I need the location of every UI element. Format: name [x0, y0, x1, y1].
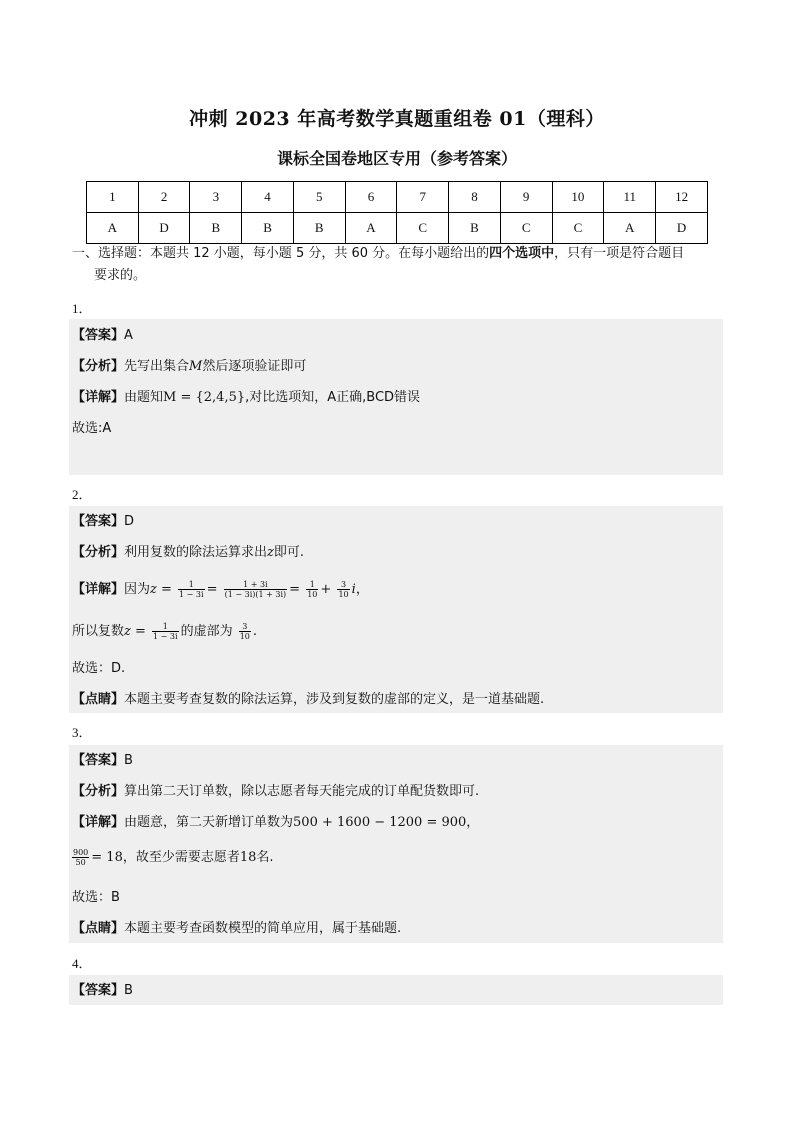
detail-line — [72, 814, 479, 832]
answer-value: D — [124, 514, 135, 529]
choice-line: 故选：D. — [72, 661, 126, 676]
answer-table-cell: 3 — [190, 182, 242, 213]
choice-line: 故选:A — [72, 421, 112, 436]
fraction — [306, 580, 318, 599]
answer-tag: 【答案】 — [72, 514, 125, 529]
page-title: 冲刺 2023 年高考数学真题重组卷 01（理科） — [189, 108, 605, 130]
fraction-denominator: 10 — [239, 632, 250, 641]
answer-table-cell: 12 — [656, 182, 708, 213]
fraction-numerator: 1 — [306, 580, 318, 590]
comment-line — [72, 920, 401, 938]
detail-text: ，故至少需要志愿者 — [122, 850, 240, 865]
instructions-emphasis: 四个选项中 — [489, 246, 555, 261]
fraction — [337, 580, 349, 599]
comment-text: 本题主要考查复数的除法运算，涉及到复数的虚部的定义，是一道基础题. — [124, 692, 545, 707]
detail-tag: 【详解】 — [72, 582, 125, 597]
answer-table-cell: D — [138, 213, 190, 244]
answer-table-cell: B — [242, 213, 294, 244]
detail-math: 500 + 1600 − 1200 = 900 — [293, 815, 467, 830]
fraction-numerator: 3 — [337, 580, 349, 590]
analysis-tag: 【分析】 — [72, 545, 125, 560]
answer-table-cell: 6 — [345, 182, 397, 213]
solution-block — [69, 975, 723, 1005]
fraction — [72, 848, 89, 867]
comment-text: 本题主要考查函数模型的简单应用，属于基础题. — [124, 921, 402, 936]
answer-table-cell: 4 — [242, 182, 294, 213]
answer-table-cell: C — [552, 213, 604, 244]
answer-table-cell: B — [449, 213, 501, 244]
comment-tag: 【点睛】 — [72, 921, 125, 936]
analysis-text: 然后逐项验证即可 — [202, 359, 307, 374]
solution-block — [69, 506, 723, 713]
answer-table-cell: B — [190, 213, 242, 244]
fraction — [178, 580, 205, 599]
answer-value: A — [124, 328, 133, 343]
answer-value: B — [124, 983, 133, 998]
analysis-text: 算出第二天订单数，除以志愿者每天能完成的订单配货数即可. — [124, 784, 480, 799]
choice-line: 故选：B — [72, 890, 120, 905]
analysis-tag: 【分析】 — [72, 359, 125, 374]
answer-table-number-row — [87, 182, 708, 213]
answer-table-cell: C — [397, 213, 449, 244]
imaginary-unit: i — [351, 582, 356, 597]
question-number: 4． — [72, 956, 92, 971]
fraction-denominator: 1 − 3i — [179, 590, 204, 599]
detail-math: = 18 — [91, 850, 123, 865]
detail-text: 所以复数 — [72, 624, 125, 639]
punctuation: ， — [355, 582, 369, 597]
analysis-line — [72, 783, 479, 801]
instructions-line2: 要求的。 — [94, 268, 147, 283]
answer-table-cell: 11 — [604, 182, 656, 213]
answer-table-cell: 1 — [87, 182, 139, 213]
detail-math: 18 — [239, 850, 257, 865]
answer-table-cell: 2 — [138, 182, 190, 213]
detail-math: z = — [124, 624, 146, 639]
fraction-numerator: 1 + 3i — [224, 580, 288, 590]
analysis-text: 利用复数的除法运算求出 — [124, 545, 268, 560]
analysis-line — [72, 544, 304, 562]
instructions-suffix: ，只有一项是符合题目 — [554, 246, 685, 261]
answer-table-cell: 5 — [293, 182, 345, 213]
detail-text: 由题意，第二天新增订单数为 — [124, 815, 294, 830]
detail-line — [72, 389, 420, 407]
answer-tag: 【答案】 — [72, 328, 125, 343]
detail-line-2 — [72, 622, 257, 641]
detail-text: ,对比选项知，A正确,BCD错误 — [245, 390, 421, 405]
detail-math: M = {2,4,5} — [163, 390, 246, 405]
answer-line — [72, 513, 134, 531]
answer-table-cell: D — [656, 213, 708, 244]
answer-value: B — [124, 753, 133, 768]
answer-table-cell: C — [500, 213, 552, 244]
answer-table-cell: 8 — [449, 182, 501, 213]
question-number: 3． — [72, 725, 92, 740]
answer-line — [72, 327, 133, 345]
detail-tag: 【详解】 — [72, 390, 125, 405]
answer-table-cell: A — [87, 213, 139, 244]
answer-table-cell: A — [604, 213, 656, 244]
answer-table-cell: 10 — [552, 182, 604, 213]
fraction — [224, 580, 288, 599]
fraction-denominator: 10 — [338, 590, 349, 599]
fraction-numerator: 1 — [178, 580, 205, 590]
page-subtitle: 课标全国卷地区专用（参考答案） — [276, 149, 517, 168]
question-number: 1． — [72, 301, 92, 316]
fraction-denominator: (1 − 3i)(1 + 3i) — [224, 590, 287, 599]
question-number: 2． — [72, 487, 92, 502]
fraction-numerator: 3 — [239, 622, 251, 632]
detail-line: 【详解】因为z = $\frac{1}{1 - 3i}$ = $\frac{1 + 3i}{(1 - 3i)(1 + 3i)}$ = $\frac{1}{10}$ + $\frac{3}{10}$ i， — [72, 580, 369, 599]
answer-tag: 【答案】 — [72, 983, 125, 998]
fraction-numerator: 900 — [73, 848, 89, 857]
fraction-denominator: 1 − 3i — [153, 632, 178, 641]
comment-line — [72, 691, 544, 709]
answer-tag: 【答案】 — [72, 753, 125, 768]
fraction-denominator: 10 — [307, 590, 318, 599]
solution-block — [69, 745, 723, 943]
section-instructions — [72, 243, 722, 287]
detail-text: 名. — [256, 850, 274, 865]
answer-line — [72, 752, 133, 770]
detail-text: 由题知 — [124, 390, 164, 405]
analysis-tag: 【分析】 — [72, 784, 125, 799]
fraction — [152, 622, 179, 641]
comment-tag: 【点睛】 — [72, 692, 125, 707]
instructions-prefix: 一、选择题：本题共 12 小题，每小题 5 分，共 60 分。在每小题给出的 — [72, 246, 490, 261]
fraction-denominator: 50 — [75, 858, 86, 867]
detail-text: 的虚部为 — [180, 624, 233, 639]
detail-math: z = — [150, 582, 172, 597]
answer-table-cell: 9 — [500, 182, 552, 213]
analysis-line — [72, 358, 306, 376]
answer-table-cell: 7 — [397, 182, 449, 213]
answer-table — [86, 181, 708, 244]
analysis-math: z — [267, 545, 274, 560]
analysis-math: M — [189, 359, 203, 374]
fraction — [239, 622, 251, 641]
detail-text: 因为 — [124, 582, 151, 597]
answer-line — [72, 982, 133, 1000]
punctuation: . — [252, 624, 258, 639]
answer-table-answer-row — [87, 213, 708, 244]
detail-line-2 — [72, 848, 274, 867]
analysis-text: 即可. — [273, 545, 305, 560]
detail-tag: 【详解】 — [72, 815, 125, 830]
fraction-numerator: 1 — [152, 622, 179, 632]
punctuation: ， — [466, 815, 480, 830]
answer-table-cell: B — [293, 213, 345, 244]
answer-table-cell: A — [345, 213, 397, 244]
analysis-text: 先写出集合 — [124, 359, 190, 374]
